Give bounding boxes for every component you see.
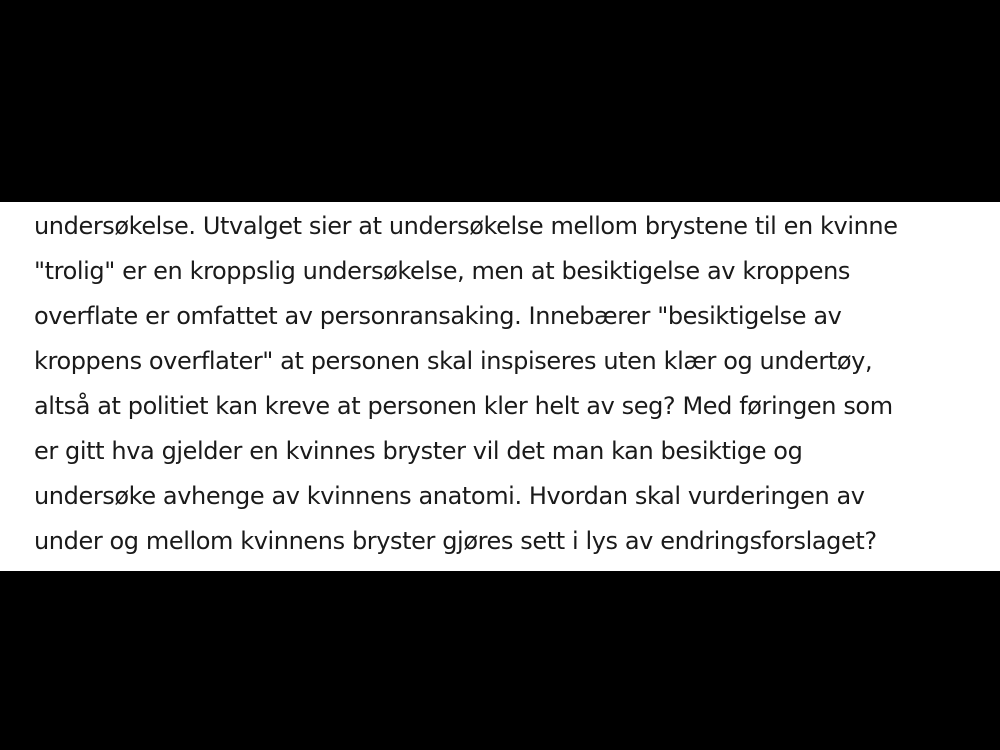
paragraph-line-7: undersøke avhenge av kvinnens anatomi. Hvordan skal vurderingen av (34, 482, 865, 510)
paragraph-line-4: kroppens overflater" at personen skal inspiseres uten klær og undertøy, (34, 347, 873, 375)
body-paragraph (34, 204, 994, 564)
top-letterbox-bar (0, 0, 1000, 202)
paragraph-line-8: under og mellom kvinnens bryster gjøres sett i lys av endringsforslaget? (34, 527, 877, 555)
paragraph-line-2: "trolig" er en kroppslig undersøkelse, men at besiktigelse av kroppens (34, 257, 851, 285)
paragraph-line-6: er gitt hva gjelder en kvinnes bryster vil det man kan besiktige og (34, 437, 803, 465)
paragraph-line-1: undersøkelse. Utvalget sier at undersøkelse mellom brystene til en kvinne (34, 212, 898, 240)
paragraph-line-3: overflate er omfattet av personransaking. Innebærer "besiktigelse av (34, 302, 842, 330)
paragraph-line-5: altså at politiet kan kreve at personen kler helt av seg? Med føringen som (34, 392, 893, 420)
bottom-letterbox-bar (0, 571, 1000, 750)
text-excerpt-panel (0, 202, 1000, 571)
